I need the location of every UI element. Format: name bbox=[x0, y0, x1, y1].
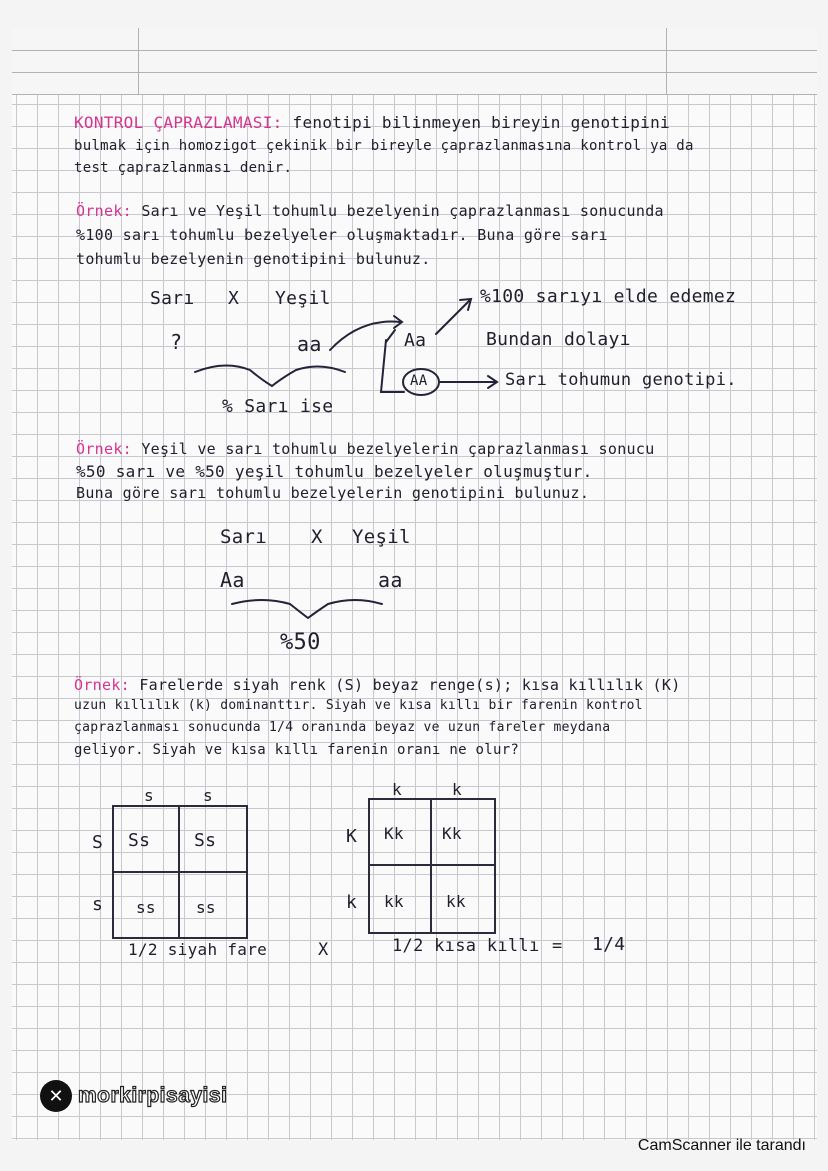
ex3-result-1: 1/2 siyah fare bbox=[128, 940, 268, 959]
ex1-note-1: %100 sarıyı elde edemez bbox=[480, 286, 737, 307]
grid2-left-2: k bbox=[346, 892, 358, 913]
ex2-parent-2: Yeşil bbox=[352, 526, 411, 548]
brand-logo-text: morkirpisayisi bbox=[78, 1084, 228, 1107]
brace-1 bbox=[195, 365, 345, 386]
grid2-top-2: k bbox=[452, 780, 462, 799]
grid1-cell: ss bbox=[196, 898, 216, 917]
grid1-cell: Ss bbox=[194, 830, 217, 851]
x-logo-icon: ✕ bbox=[40, 1080, 72, 1112]
grid1-left-2: s bbox=[92, 894, 104, 915]
grid2-left-1: K bbox=[346, 826, 358, 847]
example-2-line-3: Buna göre sarı tohumlu bezelyelerin genotipini bulunuz. bbox=[76, 484, 590, 502]
example-1-line-1: Örnek: Sarı ve Yeşil tohumlu bezelyenin çaprazlanması sonucunda bbox=[76, 202, 664, 220]
grid2-cell: kk bbox=[446, 892, 466, 911]
grid1-top-2: s bbox=[203, 786, 213, 805]
ex1-parent-1: Sarı bbox=[150, 288, 195, 309]
ex2-genotype-1: Aa bbox=[220, 568, 245, 592]
example-1-line-3: tohumlu bezelyenin genotipini bulunuz. bbox=[76, 250, 431, 268]
definition-line-3: test çaprazlanması denir. bbox=[74, 160, 293, 176]
brace-2 bbox=[232, 600, 382, 618]
ex2-genotype-2: aa bbox=[378, 568, 403, 592]
example-3-line-3: çaprazlanması sonucunda 1/4 oranında beyaz ve uzun fareler meydana bbox=[74, 720, 611, 735]
ex3-result-final: 1/4 bbox=[592, 934, 626, 955]
connector-Aa-AA bbox=[381, 340, 404, 392]
example-3-label: Örnek: bbox=[74, 676, 130, 694]
scanner-footer: CamScanner ile tarandı bbox=[637, 1137, 806, 1154]
ex1-note-2: Bundan dolayı bbox=[486, 329, 631, 350]
example-3-line-4: geliyor. Siyah ve kısa kıllı farenin oranı ne olur? bbox=[74, 742, 520, 758]
definition-line-1: KONTROL ÇAPRAZLAMASI: fenotipi bilinmeyen bireyin genotipini bbox=[74, 113, 670, 132]
definition-line-2: bulmak için homozigot çekinik bir bireyle çaprazlanmasına kontrol ya da bbox=[74, 138, 694, 154]
grid2-cell: Kk bbox=[442, 824, 462, 843]
example-1-line-2: %100 sarı tohumlu bezelyeler oluşmaktadır. Buna göre sarı bbox=[76, 226, 608, 244]
example-2-label: Örnek: bbox=[76, 440, 132, 458]
example-3-line-2: uzun kıllılık (k) dominanttır. Siyah ve kısa kıllı bir farenin kontrol bbox=[74, 698, 643, 713]
grid1-cell: ss bbox=[136, 898, 156, 917]
circle-AA bbox=[403, 369, 439, 395]
ex1-cross-sign: X bbox=[228, 288, 240, 309]
example-2-line-1: Örnek: Yeşil ve sarı tohumlu bezelyelerin çaprazlanması sonucu bbox=[76, 440, 655, 458]
ex1-note-3: Sarı tohumun genotipi. bbox=[505, 370, 737, 390]
grid2-top-1: k bbox=[392, 780, 402, 799]
example-2-line-2: %50 sarı ve %50 yeşil tohumlu bezelyeler oluşmuştur. bbox=[76, 462, 593, 481]
ex1-homozygous-genotype: AA bbox=[410, 373, 428, 389]
grid2-cell: Kk bbox=[384, 824, 404, 843]
ex1-recessive-genotype: aa bbox=[297, 332, 322, 356]
ex3-result-2: 1/2 kısa kıllı bbox=[392, 936, 540, 956]
grid1-cell: Ss bbox=[128, 830, 151, 851]
definition-term: KONTROL ÇAPRAZLAMASI: bbox=[74, 113, 283, 132]
ex2-parent-1: Sarı bbox=[220, 526, 267, 548]
grid1-top-1: s bbox=[144, 786, 154, 805]
ex1-heterozygous-genotype: Aa bbox=[404, 330, 427, 351]
ex3-equals: = bbox=[552, 936, 563, 956]
ex3-cross-sign: X bbox=[318, 940, 329, 960]
brand-logo bbox=[40, 1080, 227, 1112]
example-3-line-1: Örnek: Farelerde siyah renk (S) beyaz renge(s); kısa kıllılık (K) bbox=[74, 676, 681, 694]
ex1-parent-2: Yeşil bbox=[275, 288, 331, 309]
ex1-unknown-genotype: ? bbox=[170, 330, 183, 354]
arrow-to-note bbox=[436, 300, 470, 334]
grid1-left-1: S bbox=[92, 832, 104, 853]
ex1-result: % Sarı ise bbox=[222, 396, 334, 417]
grid2-cell: kk bbox=[384, 892, 404, 911]
ex2-cross-sign: X bbox=[311, 526, 323, 548]
example-1-label: Örnek: bbox=[76, 202, 132, 220]
ex2-result: %50 bbox=[280, 630, 321, 655]
